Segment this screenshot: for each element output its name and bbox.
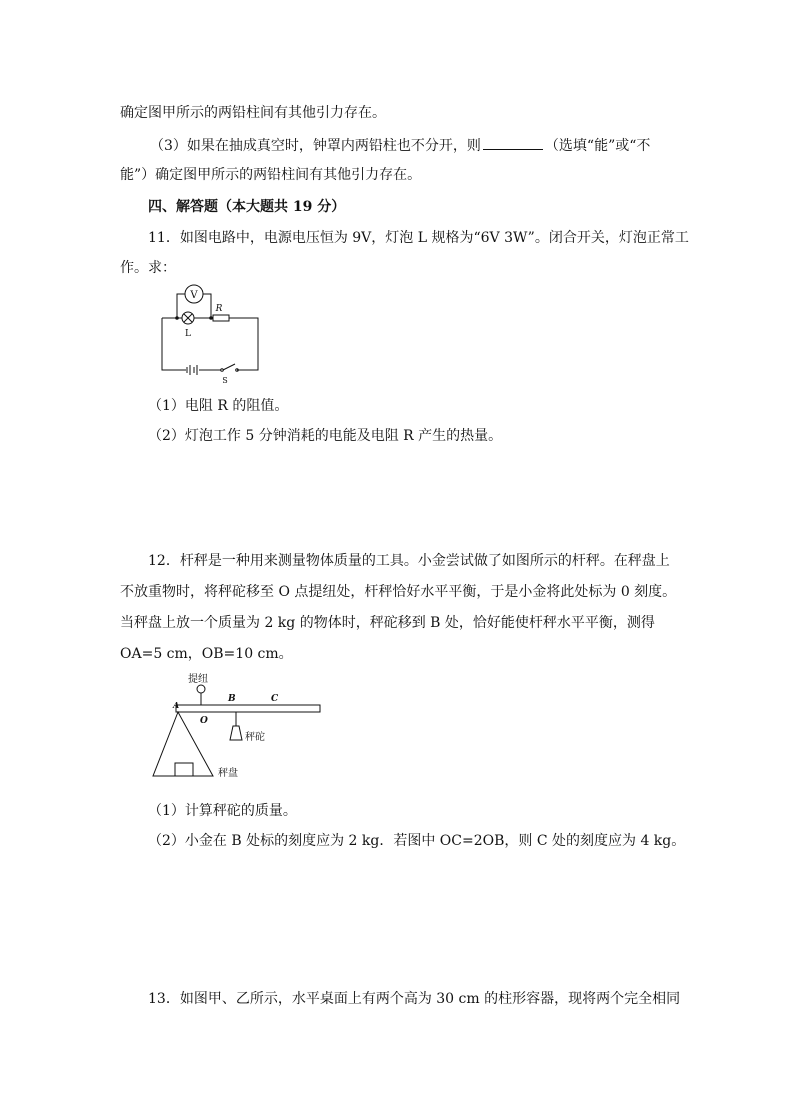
q11-part1: （1）电阻 R 的阻值。 xyxy=(148,398,289,414)
resistor-label: R xyxy=(215,304,223,314)
point-b-label: B xyxy=(228,694,236,704)
answer-blank[interactable] xyxy=(483,135,543,150)
switch-icon xyxy=(223,364,235,370)
knob-label: 提纽 xyxy=(188,674,208,685)
point-c-label: C xyxy=(271,694,279,704)
q13-text: 13．如图甲、乙所示，水平桌面上有两个高为 30 cm 的柱形容器，现将两个完全相同 xyxy=(148,991,681,1007)
switch-label: S xyxy=(222,376,228,385)
q12-text: OA=5 cm，OB=10 cm。 xyxy=(120,646,293,662)
load-object xyxy=(175,763,193,776)
q12-text: 当秤盘上放一个质量为 2 kg 的物体时，秤砣移到 B 处，恰好能使杆秤水平平衡，测得 xyxy=(120,615,655,631)
q11-text: 11．如图电路中，电源电压恒为 9V，灯泡 L 规格为“6V 3W”。闭合开关，灯泡正常工 xyxy=(148,230,689,246)
q12-part1: （1）计算秤砣的质量。 xyxy=(148,803,297,819)
text-line: 确定图甲所示的两铅柱间有其他引力存在。 xyxy=(120,105,386,121)
point-o-label: O xyxy=(200,716,208,726)
q12-text: 不放重物时，将秤砣移至 O 点提纽处，杆秤恰好水平平衡，于是小金将此处标为 0 刻度。 xyxy=(120,584,677,600)
weight-label: 秤砣 xyxy=(245,732,265,743)
circuit-diagram xyxy=(155,280,275,390)
knob-icon xyxy=(197,685,205,693)
voltmeter-label: V xyxy=(190,290,198,301)
pan-label: 秤盘 xyxy=(218,768,238,779)
lamp-label: L xyxy=(185,329,191,339)
weight-icon xyxy=(230,726,242,740)
q12-text: 12．杆秤是一种用来测量物体质量的工具。小金尝试做了如图所示的杆秤。在秤盘上 xyxy=(148,553,670,569)
text-line: 能”）确定图甲所示的两铅柱间有其他引力存在。 xyxy=(120,167,422,183)
wire xyxy=(229,318,258,370)
point-a-label: A xyxy=(173,700,180,710)
voltmeter-wire xyxy=(203,294,211,318)
q12-part2: （2）小金在 B 处标的刻度应为 2 kg．若图中 OC=2OB，则 C 处的刻度应为 4 kg。 xyxy=(148,833,686,849)
steelyard-beam xyxy=(176,705,320,712)
wire xyxy=(162,318,186,370)
q11-part2: （2）灯泡工作 5 分钟消耗的电能及电阻 R 产生的热量。 xyxy=(148,428,503,444)
section-title: 四、解答题（本大题共 19 分） xyxy=(148,199,346,215)
q10-part3-options: （选填“能”或“不 xyxy=(544,138,651,154)
q10-part3-line xyxy=(150,135,650,156)
q11-text: 作。求： xyxy=(120,260,176,276)
resistor-icon xyxy=(213,315,229,321)
q10-part3-text: （3）如果在抽成真空时，钟罩内两铅柱也不分开，则 xyxy=(150,138,481,154)
steelyard-diagram xyxy=(148,670,328,785)
